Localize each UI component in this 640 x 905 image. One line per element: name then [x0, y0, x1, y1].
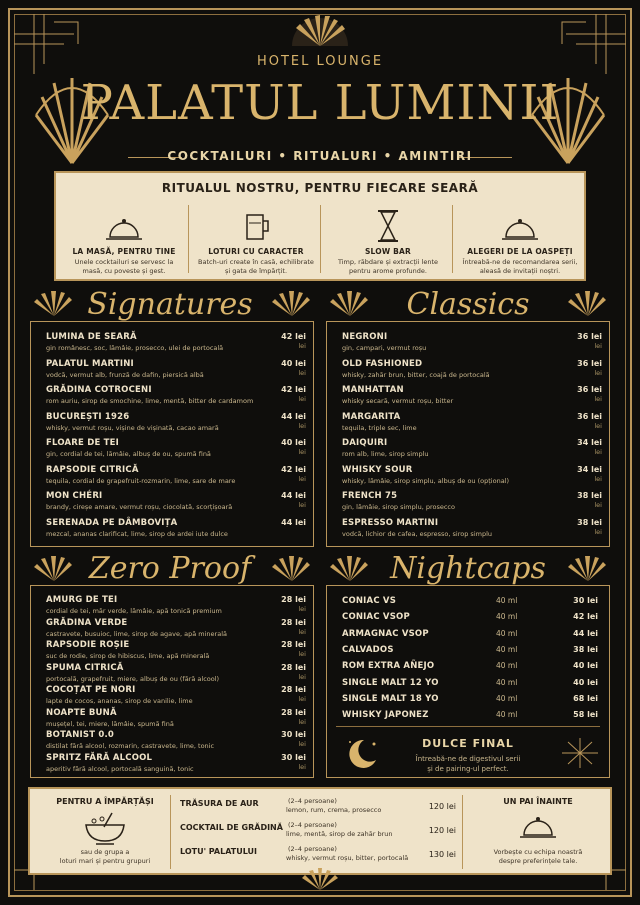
item-price: 30 lei: [573, 596, 598, 605]
item-desc: mușețel, tei, miere, lămâie, spumă fină: [46, 719, 174, 728]
item-desc: tequila, triple sec, lime: [342, 423, 417, 432]
ritual-item-desc: Unele cocktailuri se servesc la masă, cu poveste și gest.: [74, 258, 174, 275]
menu-item: [46, 753, 306, 776]
menu-item: [46, 730, 306, 753]
share-title: PENTRU A ÎMPĂRȚĂȘI: [56, 797, 154, 806]
item-price: 28 lei: [281, 685, 306, 694]
finale-desc-2: și de pairing-ul perfect.: [427, 765, 509, 773]
item-desc: vodcă, vermut alb, frunză de dafin, piersică albă: [46, 370, 204, 379]
menu-item: [46, 518, 306, 545]
ritual-item: [328, 203, 448, 276]
item-name: NOAPTE BUNĂ: [46, 707, 117, 718]
item-unit: lei: [298, 650, 306, 658]
menu-item: [342, 491, 602, 518]
item-unit: lei: [298, 672, 306, 681]
nightcap-item: [342, 710, 598, 724]
item-name: MON CHÉRI: [46, 491, 103, 501]
menu-item: [46, 595, 306, 618]
item-unit: lei: [594, 527, 602, 536]
item-price: 28 lei: [281, 640, 306, 649]
menu-item: [46, 385, 306, 412]
item-unit: lei: [298, 342, 306, 350]
item-name: BOTANIST 0.0: [46, 730, 115, 740]
item-name: ESPRESSO MARTINI: [342, 517, 439, 528]
pick-desc-1: Vorbește cu echipa noastră: [493, 848, 583, 856]
item-unit: lei: [298, 717, 306, 726]
item-name: MANHATTAN: [342, 385, 404, 395]
item-name: FRENCH 75: [342, 491, 398, 501]
item-price: 36 lei: [577, 358, 602, 368]
item-unit: lei: [298, 395, 306, 403]
fan-ornament-icon: [328, 290, 372, 318]
batch-item: [180, 797, 456, 819]
divider: [452, 205, 453, 273]
item-name: GRĂDINA COTROCENI: [46, 385, 152, 395]
item-desc: gin, campari, vermut roșu: [342, 344, 427, 352]
item-price: 38 lei: [577, 517, 602, 527]
fan-ornament-icon: [328, 555, 372, 583]
pick-title: UN PAI ÎNAINTE: [503, 797, 573, 806]
item-size: 40 ml: [496, 644, 518, 654]
item-price: 38 lei: [577, 491, 602, 500]
nightcap-item: [342, 612, 598, 626]
item-desc: whisky, lămâie, sirop simplu, albuș de ou (opțional): [342, 476, 510, 485]
section-title-zero-proof: Zero Proof: [88, 551, 252, 586]
batch-name: TRĂSURA DE AUR: [180, 799, 259, 808]
divider: [320, 205, 321, 273]
batch-persons: (2–4 persoane): [288, 821, 337, 829]
batch-price: 130 lei: [428, 850, 456, 859]
hourglass-icon: [328, 203, 448, 243]
menu-item: [46, 412, 306, 439]
punch-bowl-icon: [82, 811, 128, 845]
menu-item: [46, 465, 306, 492]
pick-desc-2: despre preferințele tale.: [498, 857, 578, 865]
cloche-icon: [518, 811, 558, 841]
item-price: 34 lei: [577, 464, 602, 474]
menu-item: [342, 412, 602, 439]
item-name: PALATUL MARTINI: [46, 358, 134, 369]
ritual-item-desc: Timp, răbdare și extracții lente pentru arome profunde.: [337, 258, 439, 275]
nightcap-item: [342, 678, 598, 692]
fan-ornament-icon: [566, 290, 610, 318]
menu-item: [46, 332, 306, 359]
item-price: 28 lei: [281, 595, 306, 604]
menu-item: [46, 359, 306, 386]
item-price: 38 lei: [573, 644, 598, 654]
item-desc: gin, cordial de tei, lămâie, albuș de ou, spumă fină: [46, 450, 211, 458]
item-desc: castravete, busuioc, lime, sirop de agave, apă minerală: [46, 629, 228, 638]
item-name: BUCUREȘTI 1926: [46, 411, 130, 422]
item-size: 40 ml: [496, 661, 518, 671]
item-desc: gin, lămâie, sirop simplu, prosecco: [342, 503, 455, 511]
menu-item: [46, 618, 306, 641]
ritual-item-title: ALEGERI DE LA OASPEȚI: [467, 247, 573, 256]
divider: [188, 205, 189, 273]
item-desc: tequila, cordial de grapefruit-rozmarin, lime, sare de mare: [46, 476, 236, 485]
item-price: 40 lei: [281, 438, 306, 447]
ritual-item-title: LOTURI CU CARACTER: [208, 247, 304, 256]
item-unit: lei: [298, 474, 306, 483]
item-unit: lei: [298, 421, 306, 430]
item-price: 40 lei: [573, 661, 598, 671]
nightcap-item: [342, 661, 598, 675]
finale-desc-1: Întreabă-ne de digestivul serii: [415, 755, 521, 763]
fan-ornament-icon: [32, 555, 76, 583]
item-size: 40 ml: [496, 628, 518, 638]
batch-desc: whisky, vermut roșu, bitter, portocală: [286, 854, 409, 862]
item-name: RAPSODIE CITRICĂ: [46, 464, 139, 475]
item-unit: lei: [594, 448, 602, 456]
item-unit: lei: [594, 421, 602, 430]
ritual-item-desc: Întreabă-ne de recomandarea serii, aleasă de invitații noștri.: [462, 258, 578, 275]
item-name: CONIAC VS: [342, 596, 397, 606]
item-price: 44 lei: [281, 517, 306, 527]
ritual-box: [54, 171, 586, 281]
item-size: 40 ml: [496, 596, 518, 605]
item-size: 40 ml: [496, 677, 518, 687]
batch-name: LOTU' PALATULUI: [180, 847, 258, 856]
item-name: GRĂDINA VERDE: [46, 617, 128, 628]
item-name: WHISKY JAPONEZ: [342, 710, 429, 721]
item-desc: whisky, zahăr brun, bitter, coajă de portocală: [342, 370, 490, 379]
ritual-item: [196, 203, 316, 276]
item-price: 42 lei: [281, 385, 306, 394]
item-desc: mezcal, ananas clarificat, lime, sirop de ardei iute dulce: [46, 529, 228, 538]
item-unit: lei: [594, 395, 602, 403]
cloche-icon: [64, 203, 184, 243]
menu-item: [342, 438, 602, 465]
item-unit: lei: [298, 762, 306, 771]
item-price: 28 lei: [281, 707, 306, 717]
item-size: 40 ml: [496, 710, 518, 720]
item-desc: brandy, cireșe amare, vermut roșu, ciocolată, scorțișoară: [46, 503, 233, 511]
item-size: 40 ml: [496, 612, 518, 622]
item-name: AMURG DE TEI: [46, 595, 118, 605]
item-price: 42 lei: [281, 464, 306, 474]
item-price: 28 lei: [281, 617, 306, 627]
batch-desc: lime, mentă, sirop de zahăr brun: [286, 830, 393, 838]
menu-item: [46, 438, 306, 465]
batch-desc: lemon, rum, crema, prosecco: [286, 806, 382, 814]
item-name: DAIQUIRI: [342, 438, 388, 448]
item-size: 40 ml: [496, 693, 518, 703]
hotel-subtitle: HOTEL LOUNGE: [256, 54, 384, 69]
menu-item: [46, 491, 306, 518]
item-price: 36 lei: [577, 411, 602, 421]
nightcap-item: [342, 596, 598, 610]
batch-price: 120 lei: [428, 826, 456, 835]
item-name: ARMAGNAC VSOP: [342, 628, 429, 639]
tagline: COCKTAILURI • RITUALURI • AMINTIRI: [167, 149, 473, 163]
item-desc: cordial de tei, măr verde, lămâie, apă tonică premium: [46, 607, 222, 615]
item-price: 40 lei: [573, 677, 598, 687]
item-unit: lei: [594, 368, 602, 377]
item-desc: rom auriu, sirop de smochine, lime, mentă, bitter de cardamom: [46, 397, 254, 405]
item-unit: lei: [298, 605, 306, 613]
nightcap-item: [342, 694, 598, 708]
section-title-nightcaps: Nightcaps: [390, 551, 546, 586]
item-price: 58 lei: [573, 710, 598, 720]
item-name: MARGARITA: [342, 411, 401, 422]
item-name: FLOARE DE TEI: [46, 438, 119, 448]
item-name: CALVADOS: [342, 644, 394, 655]
item-name: SINGLE MALT 12 YO: [342, 677, 439, 688]
menu-item: [342, 465, 602, 492]
item-desc: whisky secară, vermut roșu, bitter: [342, 397, 454, 405]
menu-item: [46, 708, 306, 731]
item-price: 34 lei: [577, 438, 602, 447]
ritual-item-title: LA MASĂ, PENTRU TINE: [72, 247, 176, 256]
ritual-item-desc: Batch-uri create în casă, echilibrate și gata de împărțit.: [198, 258, 314, 275]
fan-ornament-icon: [290, 10, 350, 48]
menu-item: [342, 518, 602, 545]
item-desc: portocală, grapefruit, miere, albuș de ou (fără alcool): [46, 674, 220, 683]
item-price: 42 lei: [281, 332, 306, 341]
item-price: 44 lei: [573, 628, 598, 638]
item-price: 42 lei: [573, 612, 598, 622]
item-name: SPUMA CITRICĂ: [46, 662, 124, 673]
batch-price: 120 lei: [428, 802, 456, 811]
item-price: 68 lei: [573, 693, 598, 703]
cloche-icon: [460, 203, 580, 243]
item-price: 28 lei: [281, 662, 306, 672]
item-desc: lapte de cocos, ananas, sirop de vanilie, lime: [46, 697, 193, 705]
nightcap-item: [342, 629, 598, 643]
bottom-box: [28, 787, 612, 875]
nightcap-item: [342, 645, 598, 659]
item-unit: lei: [298, 448, 306, 456]
batch-name: COCKTAIL DE GRĂDINĂ: [180, 823, 283, 832]
fan-ornament-icon: [270, 290, 314, 318]
divider: [336, 726, 600, 727]
finale-title: DULCE FINAL: [422, 737, 514, 750]
ritual-item-title: SLOW BAR: [364, 247, 412, 256]
item-desc: whisky, vermut roșu, vișine de vișinată, cacao amară: [46, 423, 219, 432]
item-desc: distilat fără alcool, rozmarin, castravete, lime, tonic: [46, 742, 215, 750]
item-name: LUMINA DE SEARĂ: [46, 332, 137, 342]
batch-persons: (2–4 persoane): [288, 845, 337, 853]
item-desc: aperitiv fără alcool, portocală sanguină, tonic: [46, 764, 194, 773]
item-name: RAPSODIE ROȘIE: [46, 640, 130, 650]
item-name: COCOȚAT PE NORI: [46, 685, 136, 695]
divider: [462, 795, 463, 869]
batch-persons: (2–4 persoane): [288, 797, 337, 805]
fan-ornament-icon: [270, 555, 314, 583]
item-price: 44 lei: [281, 491, 306, 500]
menu-item: [46, 663, 306, 686]
item-desc: rom alb, lime, sirop simplu: [342, 450, 429, 458]
ritual-item: [460, 203, 580, 276]
item-name: SERENADA PE DÂMBOVIȚA: [46, 517, 178, 528]
menu-item: [342, 385, 602, 412]
item-name: NEGRONI: [342, 332, 388, 342]
item-name: SINGLE MALT 18 YO: [342, 693, 439, 704]
item-price: 30 lei: [281, 730, 306, 739]
fan-ornament-icon: [32, 290, 76, 318]
section-title-signatures: Signatures: [87, 287, 253, 322]
item-name: WHISKY SOUR: [342, 464, 413, 475]
item-name: CONIAC VSOP: [342, 612, 410, 623]
batch-item: [180, 845, 456, 867]
item-name: ROM EXTRA AÑEJO: [342, 661, 435, 672]
menu-item: [46, 685, 306, 708]
sparkle-icon: [562, 738, 598, 768]
share-desc-2: loturi mari și pentru grupuri: [59, 857, 151, 865]
item-price: 40 lei: [281, 358, 306, 368]
glass-jar-icon: [196, 203, 316, 243]
fan-ornament-icon: [566, 555, 610, 583]
item-unit: lei: [594, 342, 602, 350]
item-unit: lei: [298, 695, 306, 703]
item-unit: lei: [298, 501, 306, 509]
ritual-title: RITUALUL NOSTRU, PENTRU FIECARE SEARĂ: [161, 181, 479, 195]
batch-item: [180, 821, 456, 843]
divider: [170, 795, 171, 869]
item-unit: lei: [298, 627, 306, 636]
share-desc-1: sau de grupa a: [80, 848, 130, 856]
item-price: 36 lei: [577, 332, 602, 341]
item-unit: lei: [594, 501, 602, 509]
item-name: SPRITZ FĂRĂ ALCOOL: [46, 752, 153, 763]
page-title: PALATUL LUMINII: [80, 75, 560, 131]
item-price: 30 lei: [281, 752, 306, 762]
item-unit: lei: [298, 740, 306, 748]
section-title-classics: Classics: [406, 287, 530, 322]
item-price: 44 lei: [281, 411, 306, 421]
item-unit: lei: [298, 368, 306, 377]
ritual-item: [64, 203, 184, 276]
menu-item: [342, 359, 602, 386]
item-price: 36 lei: [577, 385, 602, 394]
menu-item: [342, 332, 602, 359]
item-unit: lei: [594, 474, 602, 483]
item-desc: vodcă, lichior de cafea, espresso, sirop simplu: [342, 529, 493, 538]
menu-item: [46, 640, 306, 663]
item-name: OLD FASHIONED: [342, 358, 423, 369]
moon-icon: [344, 736, 380, 770]
fan-ornament-icon: [300, 868, 340, 892]
item-desc: gin românesc, soc, lămâie, prosecco, ulei de portocală: [46, 344, 224, 352]
item-desc: suc de rodie, sirop de hibiscus, lime, apă minerală: [46, 652, 210, 660]
